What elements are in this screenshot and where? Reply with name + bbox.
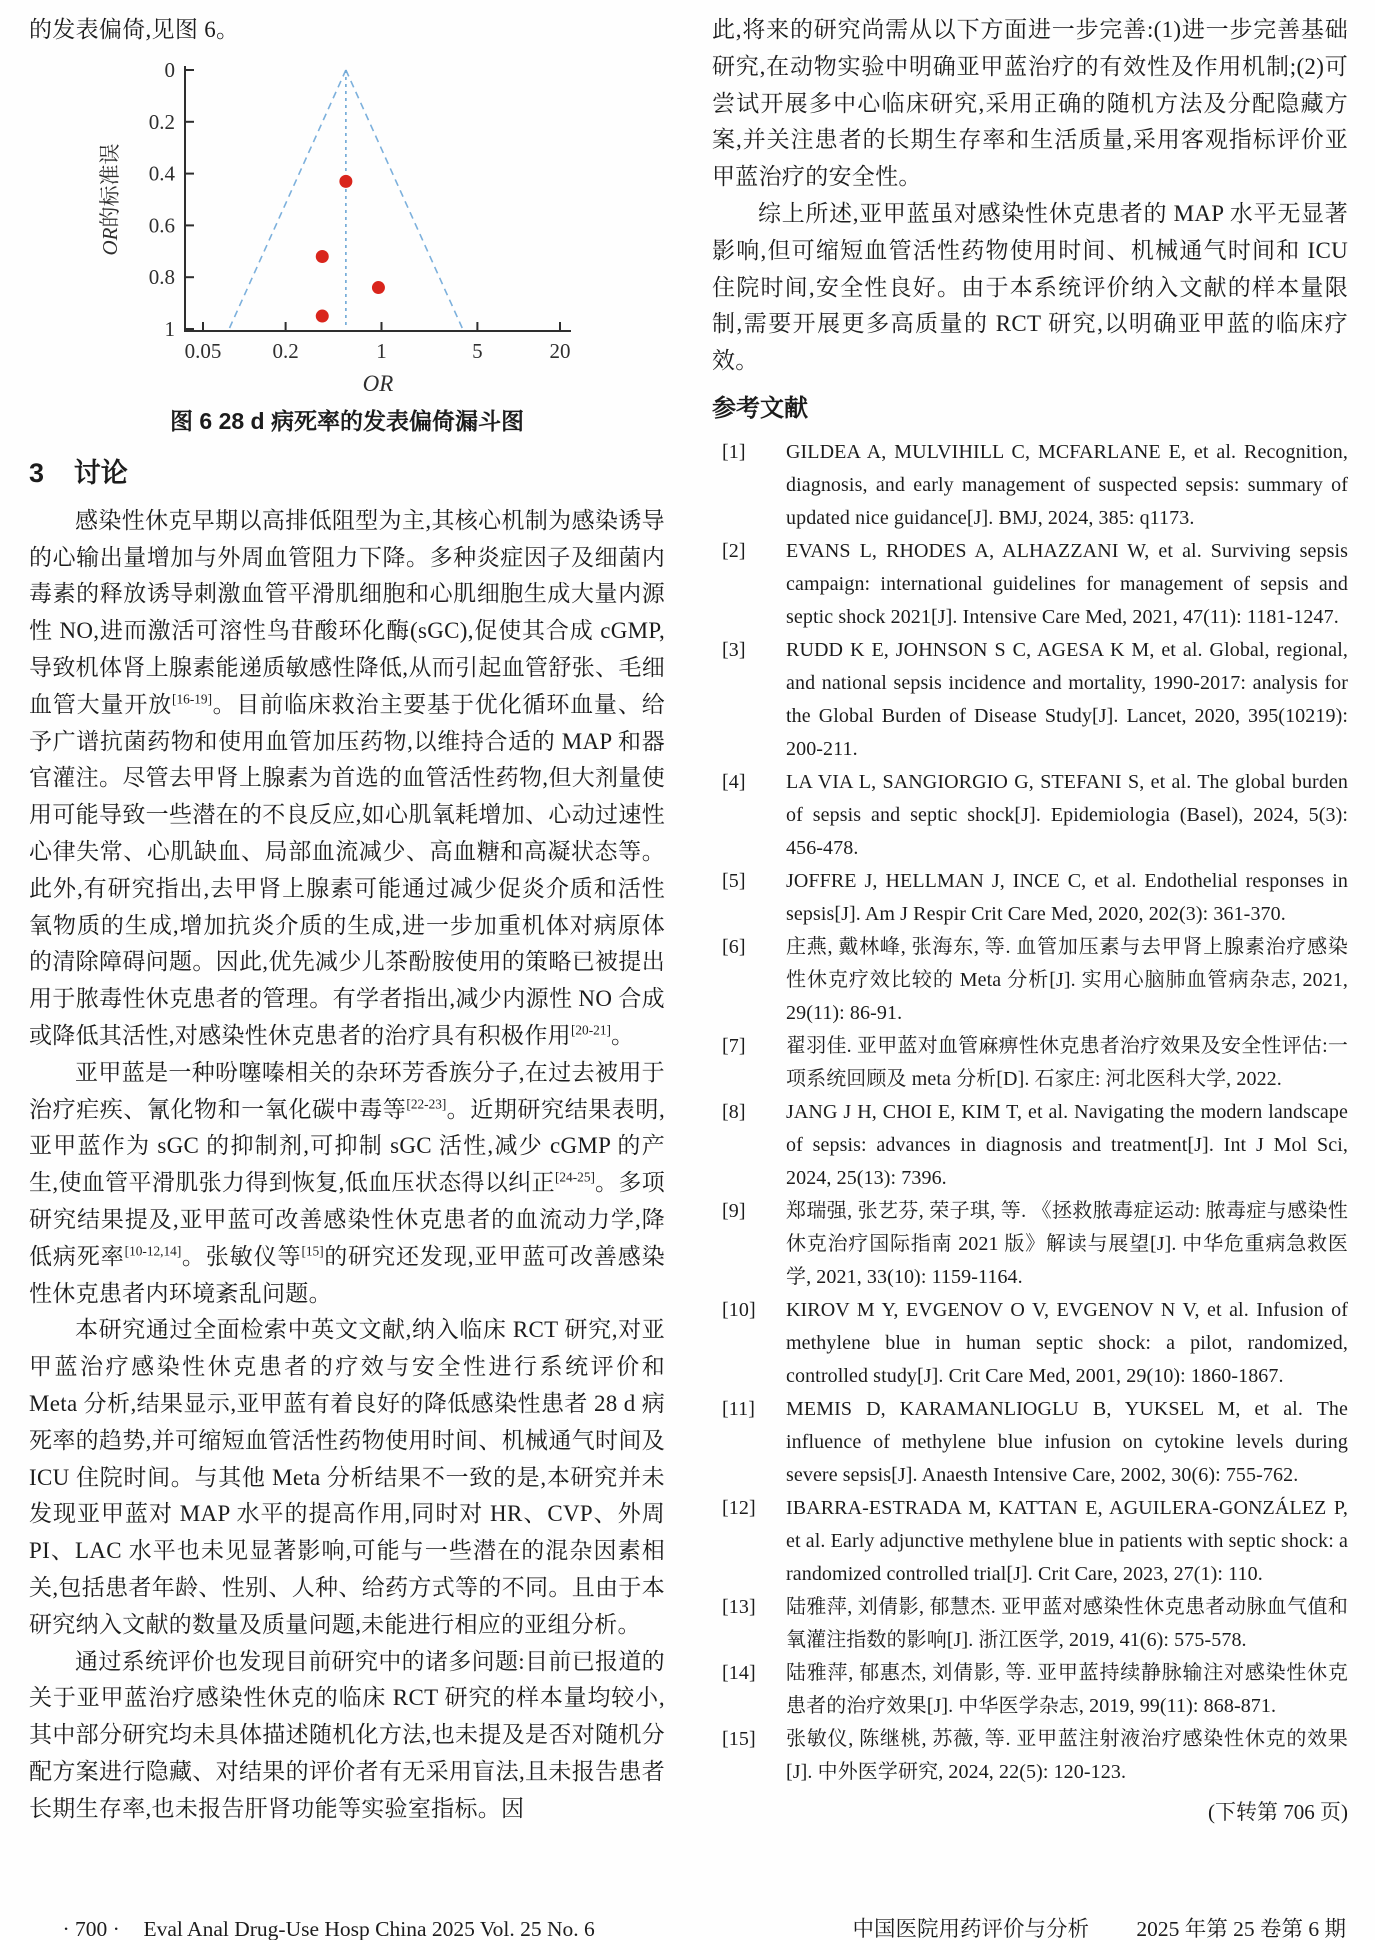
reference-item	[712, 1657, 1348, 1723]
reference-text: 张敏仪, 陈继桃, 苏薇, 等. 亚甲蓝注射液治疗感染性休克的效果[J]. 中外医学研究, 2024, 22(5): 120-123.	[786, 1727, 1348, 1783]
svg-text:OR: OR	[362, 370, 394, 396]
reference-text: 翟羽佳. 亚甲蓝对血管麻痹性休克患者治疗效果及安全性评估:一项系统回顾及 meta 分析[D]. 石家庄: 河北医科大学, 2022.	[786, 1034, 1348, 1090]
continuation-note: (下转第 706 页)	[1208, 1799, 1348, 1824]
paragraph-continuation-right: 此,将来的研究尚需从以下方面进一步完善:(1)进一步完善基础研究,在动物实验中明确亚甲蓝治疗的有效性及作用机制;(2)可尝试开展多中心临床研究,采用正确的随机方法及分配隐藏方案,并关注患者的长期生存率和生活质量,采用客观指标评价亚甲蓝治疗的安全性。	[712, 17, 1348, 190]
paragraph-conclusion: 综上所述,亚甲蓝虽对感染性休克患者的 MAP 水平无显著影响,但可缩短血管活性药物使用时间、机械通气时间和 ICU 住院时间,安全性良好。由于本系统评价纳入文献的样本量限制,需要开展更多高质量的 RCT 研究,以明确亚甲蓝的临床疗效。	[712, 200, 1348, 374]
reference-number: [8]	[722, 1100, 746, 1123]
svg-text:0.6: 0.6	[148, 213, 175, 238]
svg-text:1: 1	[376, 338, 387, 363]
reference-number: [15]	[722, 1727, 756, 1750]
paragraph-continuation-top: 的发表偏倚,见图 6。	[29, 17, 240, 42]
reference-text: 庄燕, 戴林峰, 张海东, 等. 血管加压素与去甲肾上腺素治疗感染性休克疗效比较的 Meta 分析[J]. 实用心脑肺血管病杂志, 2021, 29(11): 86-91.	[786, 935, 1348, 1024]
reference-text: RUDD K E, JOHNSON S C, AGESA K M, et al. Global, regional, and national sepsis incidence and mortality, 1990-2017: analysis for the Global Burden of Disease Study[J]. Lancet, 2020, 395(10219): 200-211.	[786, 638, 1348, 760]
reference-text: 陆雅萍, 刘倩影, 郁慧杰. 亚甲蓝对感染性休克患者动脉血气值和氧灌注指数的影响[J]. 浙江医学, 2019, 41(6): 575-578.	[786, 1595, 1348, 1651]
svg-text:0.4: 0.4	[148, 161, 175, 186]
discussion-paragraphs	[29, 503, 665, 1828]
svg-text:20: 20	[549, 338, 571, 363]
reference-item	[712, 1096, 1348, 1195]
svg-text:0.2: 0.2	[272, 338, 299, 363]
reference-item	[712, 1294, 1348, 1393]
reference-text: GILDEA A, MULVIHILL C, MCFARLANE E, et al. Recognition, diagnosis, and early management of suspected sepsis: summary of updated nice guidance[J]. BMJ, 2024, 385: q1173.	[786, 440, 1348, 529]
reference-item	[712, 1591, 1348, 1657]
reference-number: [5]	[722, 869, 746, 892]
reference-number: [6]	[722, 935, 746, 958]
funnel-plot-chart	[29, 49, 665, 401]
section-heading-discussion	[29, 453, 665, 493]
reference-number: [1]	[722, 440, 746, 463]
reference-number: [3]	[722, 638, 746, 661]
reference-item	[712, 1393, 1348, 1492]
reference-text: LA VIA L, SANGIORGIO G, STEFANI S, et al. The global burden of sepsis and septic shock[J]. Epidemiologia (Basel), 2024, 5(3): 456-478.	[786, 770, 1348, 859]
reference-number: [9]	[722, 1199, 746, 1222]
reference-item	[712, 766, 1348, 865]
section-title: 讨论	[73, 457, 128, 488]
reference-text: MEMIS D, KARAMANLIOGLU B, YUKSEL M, et al. The influence of methylene blue infusion on cytokine levels during severe sepsis[J]. Anaesth Intensive Care, 2002, 30(6): 755-762.	[786, 1397, 1348, 1486]
reference-number: [7]	[722, 1034, 746, 1057]
reference-item	[712, 1195, 1348, 1294]
reference-text: JOFFRE J, HELLMAN J, INCE C, et al. Endothelial responses in sepsis[J]. Am J Respir Crit Care Med, 2020, 202(3): 361-370.	[786, 869, 1348, 925]
reference-text: 郑瑞强, 张艺芬, 荣子琪, 等. 《拯救脓毒症运动: 脓毒症与感染性休克治疗国际指南 2021 版》解读与展望[J]. 中华危重病急救医学, 2021, 33(10): 1159-1164.	[786, 1199, 1348, 1288]
left-column	[29, 0, 665, 1827]
reference-item	[712, 1030, 1348, 1096]
reference-number: [14]	[722, 1661, 756, 1684]
references-list	[712, 436, 1348, 1789]
reference-number: [10]	[722, 1298, 756, 1321]
footer-journal-en: Eval Anal Drug-Use Hosp China 2025 Vol. 25 No. 6	[143, 1917, 595, 1940]
reference-item	[712, 1723, 1348, 1789]
reference-item	[712, 1492, 1348, 1591]
svg-text:0.2: 0.2	[148, 109, 175, 134]
reference-number: [4]	[722, 770, 746, 793]
svg-text:5: 5	[472, 338, 483, 363]
discussion-paragraph: 亚甲蓝是一种吩噻嗪相关的杂环芳香族分子,在过去被用于治疗疟疾、氰化物和一氧化碳中毒等[22-23]。近期研究结果表明,亚甲蓝作为 sGC 的抑制剂,可抑制 sGC 活性,减少 cGMP 的产生,使血管平滑肌张力得到恢复,低血压状态得以纠正[24-25]。多项研究结果提及,亚甲蓝可改善感染性休克患者的血流动力学,降低病死率[10-12,14]。张敏仪等[15]的研究还发现,亚甲蓝可改善感染性休克患者内环境紊乱问题。	[29, 1059, 666, 1306]
reference-number: [2]	[722, 539, 746, 562]
footer-right	[831, 1884, 1346, 1940]
figure-caption: 图 6 28 d 病死率的发表偏倚漏斗图	[170, 407, 524, 434]
reference-number: [12]	[722, 1496, 756, 1519]
reference-text: KIROV M Y, EVGENOV O V, EVGENOV N V, et al. Infusion of methylene blue in human septic shock: a pilot, randomized, controlled study[J]. Crit Care Med, 2001, 29(10): 1860-1867.	[786, 1298, 1348, 1387]
reference-text: 陆雅萍, 郁惠杰, 刘倩影, 等. 亚甲蓝持续静脉输注对感染性休克患者的治疗效果[J]. 中华医学杂志, 2019, 99(11): 868-871.	[786, 1661, 1348, 1717]
right-column	[712, 0, 1348, 1829]
footer-journal-cn: 中国医院用药评价与分析	[852, 1917, 1090, 1940]
discussion-paragraph: 感染性休克早期以高排低阻型为主,其核心机制为感染诱导的心输出量增加与外周血管阻力下降。多种炎症因子及细菌内毒素的释放诱导刺激血管平滑肌细胞和心肌细胞生成大量内源性 NO,进而激活可溶性鸟苷酸环化酶(sGC),促使其合成 cGMP,导致机体肾上腺素能递质敏感性降低,从而引起血管舒张、毛细血管大量开放[16-19]。目前临床救治主要基于优化循环血量、给予广谱抗菌药物和使用血管加压药物,以维持合适的 MAP 和器官灌注。尽管去甲肾上腺素为首选的血管活性药物,但大剂量使用可能导致一些潜在的不良反应,如心肌氧耗增加、心动过速性心律失常、心肌缺血、局部血流减少、高血糖和高凝状态等。此外,有研究指出,去甲肾上腺素可能通过减少促炎介质和活性氧物质的生成,增加抗炎介质的生成,进一步加重机体对病原体的清除障碍问题。因此,优先减少儿茶酚胺使用的策略已被提出用于脓毒性休克患者的管理。有学者指出,减少内源性 NO 合成或降低其活性,对感染性休克患者的治疗具有积极作用[20-21]。	[29, 507, 665, 1048]
svg-text:0.8: 0.8	[148, 264, 175, 289]
footer-issue-cn: 2025 年第 25 卷第 6 期	[1136, 1917, 1346, 1940]
svg-text:OR的标准误: OR的标准误	[98, 143, 122, 256]
funnel-plot-figure	[29, 49, 665, 439]
svg-text:0: 0	[164, 57, 175, 82]
discussion-paragraph: 通过系统评价也发现目前研究中的诸多问题:目前已报道的关于亚甲蓝治疗感染性休克的临床 RCT 研究的样本量均较小,其中部分研究均未具体描述随机化方法,也未提及是否对随机分配方案进行隐藏、对结果的评价者有无采用盲法,且未报告患者长期生存率,也未报告肝肾功能等实验室指标。因	[29, 1648, 665, 1821]
svg-text:0.05: 0.05	[184, 338, 222, 363]
footer-page-number: · 700 ·	[62, 1917, 120, 1940]
reference-text: IBARRA-ESTRADA M, KATTAN E, AGUILERA-GONZÁLEZ P, et al. Early adjunctive methylene blue in patients with septic shock: a randomized controlled trial[J]. Crit Care, 2023, 27(1): 110.	[786, 1496, 1348, 1585]
reference-text: EVANS L, RHODES A, ALHAZZANI W, et al. Surviving sepsis campaign: international guidelines for management of sepsis and septic shock 2021[J]. Intensive Care Med, 2021, 47(11): 1181-1247.	[786, 539, 1348, 628]
section-number: 3	[29, 457, 45, 488]
reference-item	[712, 436, 1348, 535]
reference-item	[712, 634, 1348, 766]
reference-text: JANG J H, CHOI E, KIM T, et al. Navigating the modern landscape of sepsis: advances in diagnosis and treatment[J]. Int J Mol Sci, 2024, 25(13): 7396.	[786, 1100, 1348, 1189]
discussion-paragraph: 本研究通过全面检索中英文文献,纳入临床 RCT 研究,对亚甲蓝治疗感染性休克患者的疗效与安全性进行系统评价和 Meta 分析,结果显示,亚甲蓝有着良好的降低感染性患者 28 d 病死率的趋势,并可缩短血管活性药物使用时间、机械通气时间及 ICU 住院时间。与其他 Meta 分析结果不一致的是,本研究并未发现亚甲蓝对 MAP 水平的提高作用,同时对 HR、CVP、外周 PI、LAC 水平也未见显著影响,可能与一些潜在的混杂因素相关,包括患者年龄、性别、人种、给药方式等的不同。且由于本研究纳入文献的数量及质量问题,未能进行相应的亚组分析。	[29, 1317, 665, 1637]
footer-left	[41, 1884, 595, 1940]
reference-item	[712, 931, 1348, 1030]
reference-number: [11]	[722, 1397, 755, 1420]
reference-item	[712, 535, 1348, 634]
reference-number: [13]	[722, 1595, 756, 1618]
reference-item	[712, 865, 1348, 931]
references-heading: 参考文献	[712, 394, 808, 422]
svg-text:1: 1	[164, 316, 175, 341]
